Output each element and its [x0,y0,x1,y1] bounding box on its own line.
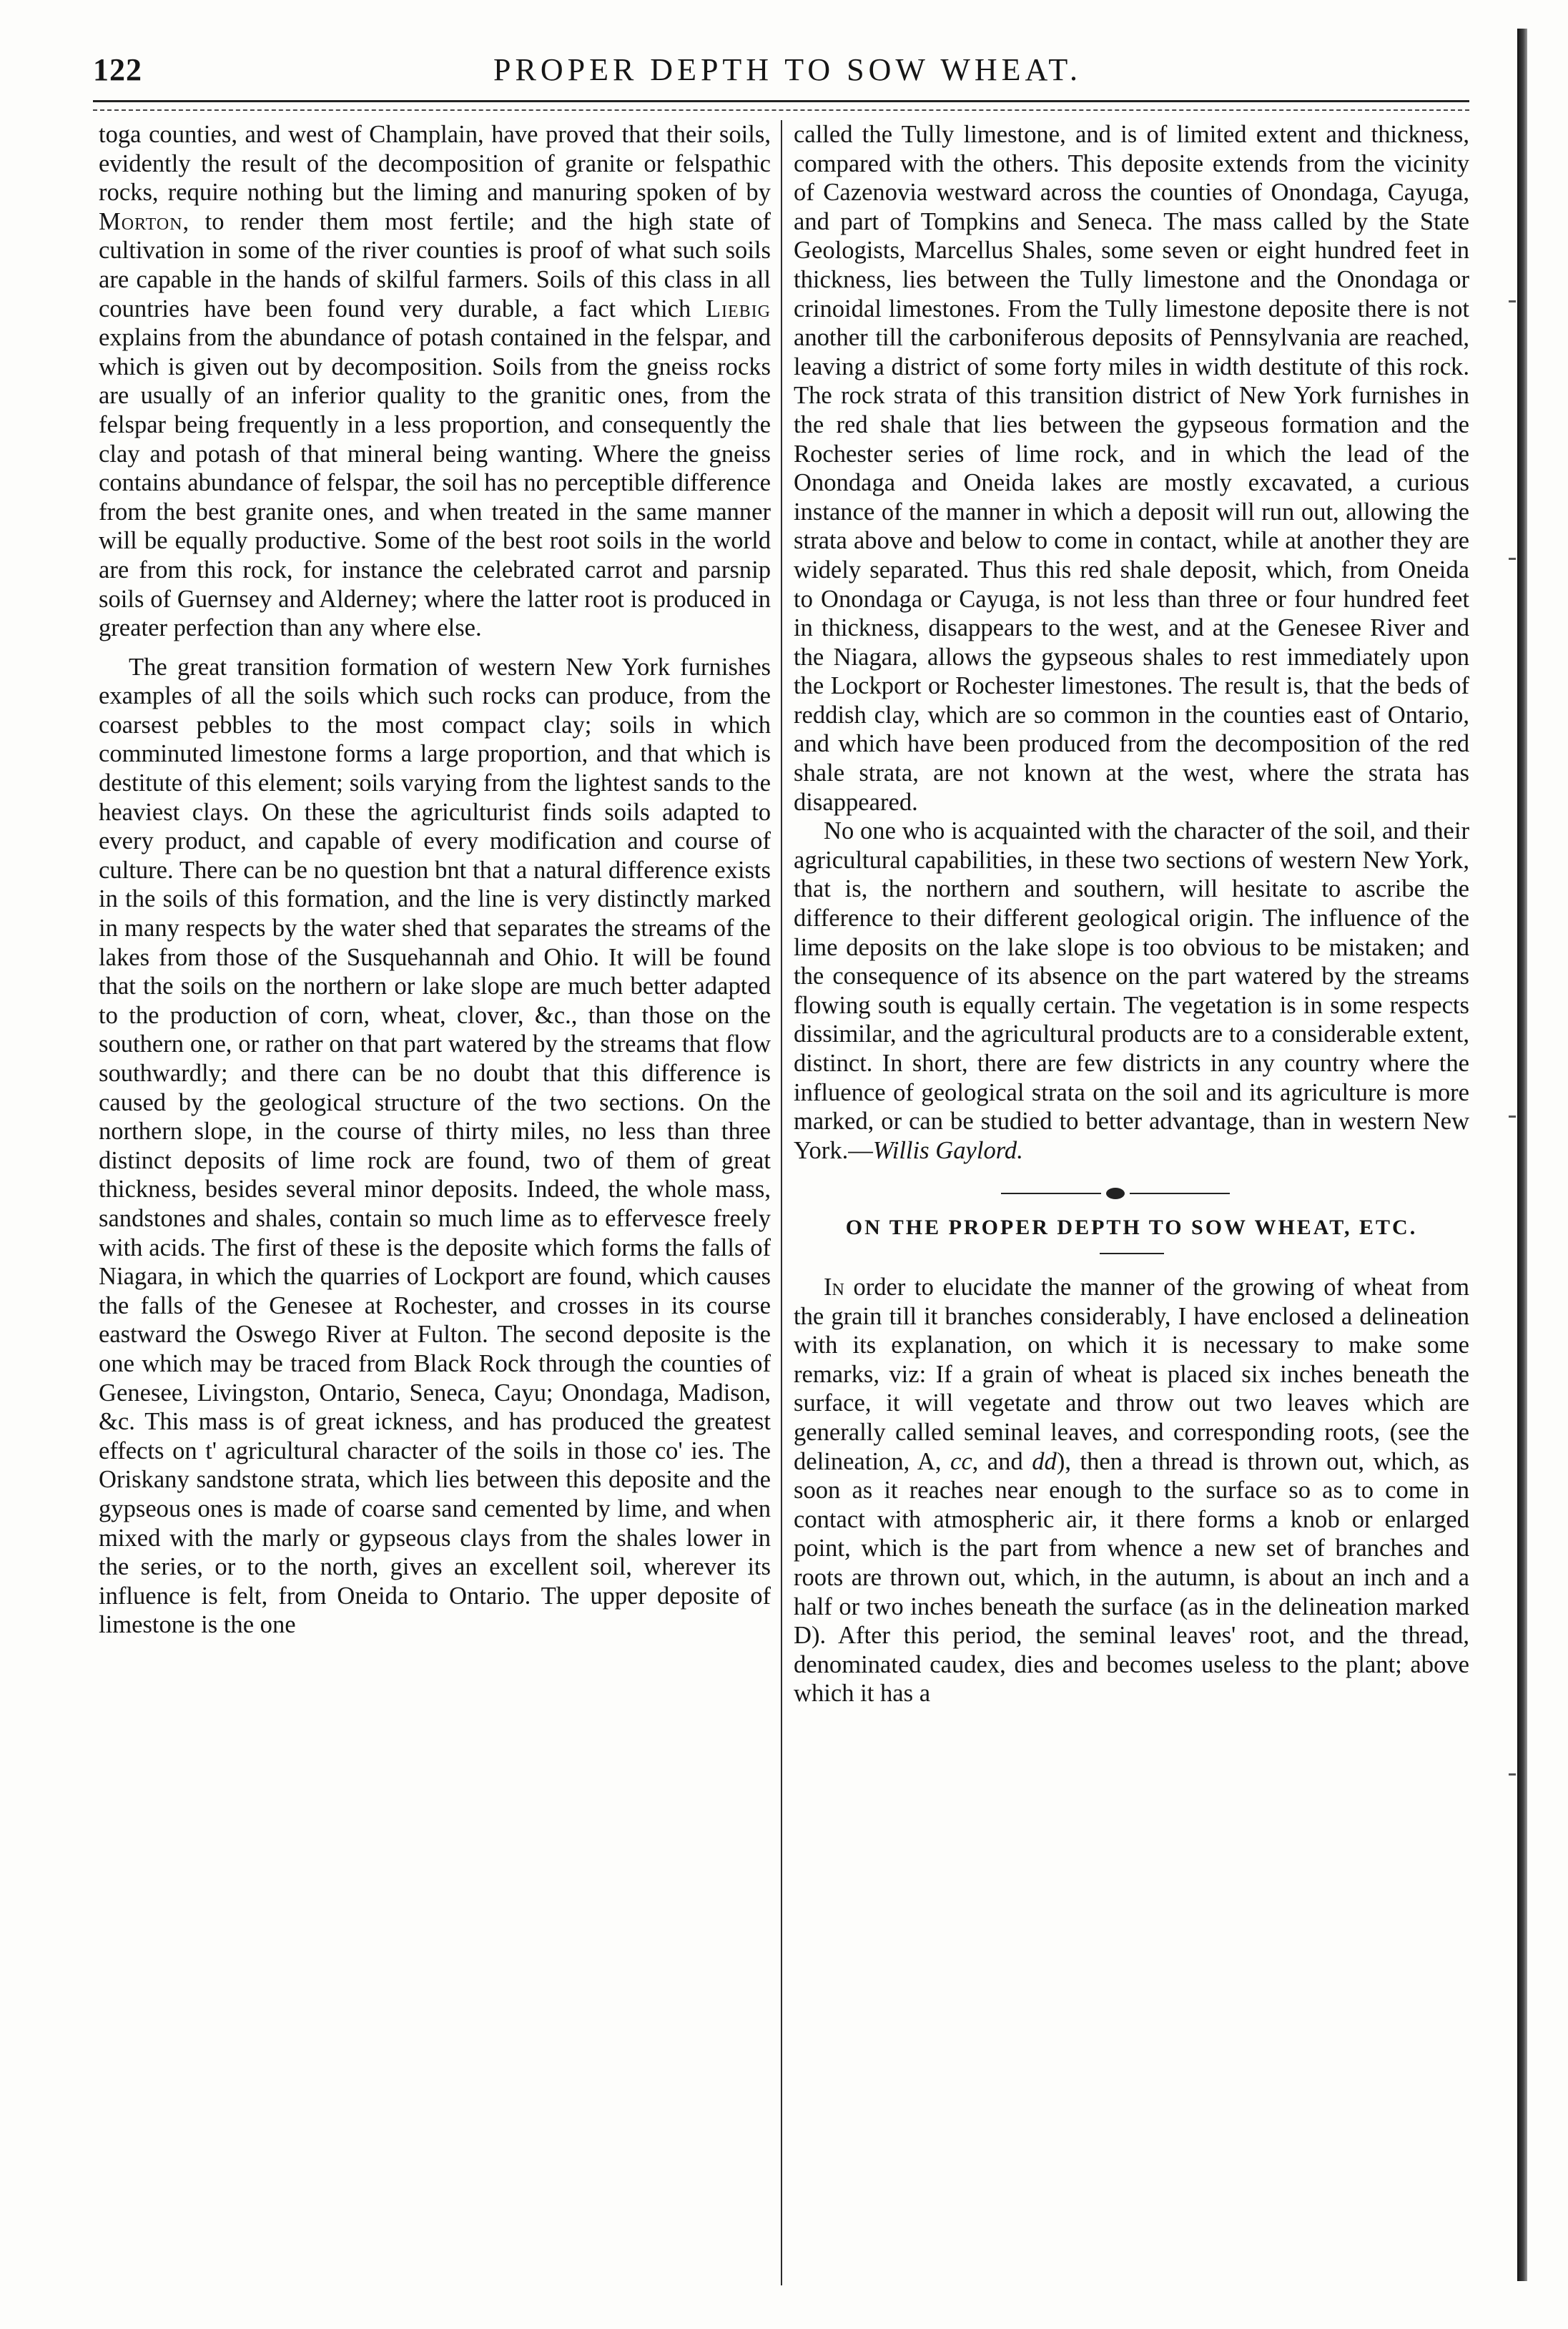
text-run: , and [972,1447,1032,1475]
edge-mark [1509,1773,1516,1776]
text-run: ), then a thread is thrown out, which, as soon as it reaches near enough to the surface so as to come in contact with atmospheric air, it there forms a knob or enlarged point, which is the part from whence a new set of branches and roots are thrown out, which, in the autumn, is about an inch and a half or two inches beneath the surface (as in the delineation marked D). After this period, the seminal leaves' root, and the thread, denominated caudex, dies and becomes useless to the plant; above which it has a [794,1447,1469,1708]
section-ornament [794,1186,1469,1201]
signature: Willis Gaylord. [872,1136,1023,1164]
ornament-line-right [1130,1193,1230,1194]
label-cc: cc [950,1447,972,1475]
text-run: toga counties, and west of Champlain, have proved that their soils, evidently the result of the decomposition of granite or felspathic rocks, require nothing but the liming and manuring spoken of by [99,121,771,207]
text-run: No one who is acquainted with the character of the soil, and their agricultural capabilities, in these two sections of western New York, that is, the northern and southern, will hesitate to ascribe the difference to their different geological origin. The influence of the lime deposits on the lake slope is too obvious to be mistaken; and the consequence of its absence on the part watered by the streams flowing south is equally certain. The vegetation is in some respects dissimilar, and the agricultural products are to a considerable extent, distinct. In short, there are few districts in any country where the influence of geological strata on the soil and its agriculture is more marked, or can be studied to better advantage, than in western New York.— [794,817,1469,1164]
text-run: explains from the abundance of potash contained in the felspar, and which is given out by decomposition. Soils from the gneiss rocks are usually of an inferior quality to the granitic ones, from the felspar being frequently in a less proportion, and consequently the clay and potash of that mineral being wanting. Where the gneiss contains abundance of felspar, the soil has no perceptible difference from the best granite ones, and when treated in the same manner will be equally productive. Some of the best root soils in the world are from this rock, for instance the celebrated carrot and parsnip soils of Guernsey and Alderney; where the latter root is produced in greater perfection than any where else. [99,324,771,642]
edge-mark [1509,558,1516,560]
text-run: order to elucidate the manner of the growing of wheat from the grain till it branches considerably, I have enclosed a delineation with its explanation, on which it is necessary to make some remarks, viz: If a grain of wheat is placed six inches beneath the surface, it will vegetate and throw out two leaves which are generally called seminal leaves, and corresponding roots, (see the delineation, A, [794,1273,1469,1475]
author-name-morton: Morton [99,207,183,235]
right-paragraph-3 [794,1273,1469,1708]
left-paragraph-2: The great transition formation of western New York furnishes examples of all the soils which such rocks can produce, from the coarsest pebbles to the most compact clay; soils in which comminuted limestone forms a large proportion, and that which is destitute of this element; soils varying from the lightest sands to the heaviest clays. On these the agriculturist finds soils adapted to every product, and capable of every modification and course of culture. There can be no question bnt that a natural difference exists in the soils of this formation, and the line is very distinctly marked in many respects by the water shed that separates the streams of the lakes from those of the Susquehannah and Ohio. It will be found that the soils on the northern or lake slope are much better adapted to the production of corn, wheat, clover, &c., than those on the southern one, or rather on that part watered by the streams that flow southwardly; and there can be no doubt that this difference is caused by the geological structure of the two sections. On the northern slope, in the course of thirty miles, no less than three distinct deposits of lime rock are found, two of them of great thickness, besides several minor deposits. Indeed, the whole mass, sandstones and shales, contain so much lime as to effervesce freely with acids. The first of these is the deposite which forms the falls of Niagara, in which the quarries of Lockport are found, which causes the falls of the Genesee at Rochester, and crosses in its course eastward the Oswego River at Fulton. The second deposite is the one which may be traced from Black Rock through the counties of Genesee, Livingston, Ontario, Seneca, Cayu; Onondaga, Madison, &c. This mass is of great ickness, and has produced the greatest effects on t' agricultural character of the soils in those co' ies. The Oriskany sandstone strata, which lies between this deposite and the gypseous ones is made of coarse sand cemented by lime, and when mixed with the marly or gypseous clays from the shales lower in the series, or to the north, gives an excellent soil, wherever its influence is felt, from Oneida to Ontario. The upper deposite of limestone is the one [99,653,771,1639]
section-title-rule [1100,1253,1164,1254]
author-name-liebig: Liebig [705,295,771,322]
ornament-line-left [1001,1193,1101,1194]
edge-mark [1509,300,1516,302]
left-paragraph-1 [99,120,771,643]
right-paragraph-2 [794,817,1469,1165]
column-divider [781,120,782,2285]
page-binding-edge [1517,29,1527,2281]
text-run: , to render them most fertile; and the high state of cultivation in some of the river counties is proof of what such soils are capable in the hands of skilful farmers. Soils of this class in all countries have been found very durable, a fact which [99,207,771,322]
running-head: PROPER DEPTH TO SOW WHEAT. [493,52,1083,87]
page-header [93,51,1469,94]
right-paragraph-1: called the Tully limestone, and is of limited extent and thickness, compared with the others. This deposite extends from the vicinity of Cazenovia westward across the counties of Onondaga, Cayuga, and part of Tompkins and Seneca. The mass called by the State Geologists, Marcellus Shales, some seven or eight hundred feet in thickness, lies between the Tully limestone and the Onondaga or crinoidal limestones. From the Tully limestone deposite there is not another till the carboniferous deposits of Pennsylvania are reached, leaving a district of some forty miles in width destitute of this rock. The rock strata of this transition district of New York furnishes in the red shale that lies between the gypseous formation and the Rochester series of lime rock, and in which the lead of the Onondaga and Oneida lakes are mostly excavated, a curious instance of the manner in which a deposit will run out, allowing the strata above and below to come in contact, while at another they are widely separated. Thus this red shale deposit, which, from Oneida to Onondaga or Cayuga, is not less than three or four hundred feet in thickness, disappears to the west, and at the Genesee River and the Niagara, allows the gypseous shales to rest immediately upon the Lockport or Rochester limestones. The result is, that the beds of reddish clay, which are so common in the counties east of Ontario, and which have been produced from the decomposition of the red shale strata, are not known at the west, where the strata has disappeared. [794,121,1469,816]
left-column [99,120,771,2287]
edge-mark [1509,1116,1516,1118]
section-title: ON THE PROPER DEPTH TO SOW WHEAT, ETC. [845,1216,1418,1240]
page-number: 122 [93,52,142,87]
lead-word: In [824,1273,844,1301]
header-rule [93,100,1469,111]
ornament-center [1106,1188,1125,1199]
right-column [794,120,1469,2287]
label-dd: dd [1032,1447,1057,1475]
